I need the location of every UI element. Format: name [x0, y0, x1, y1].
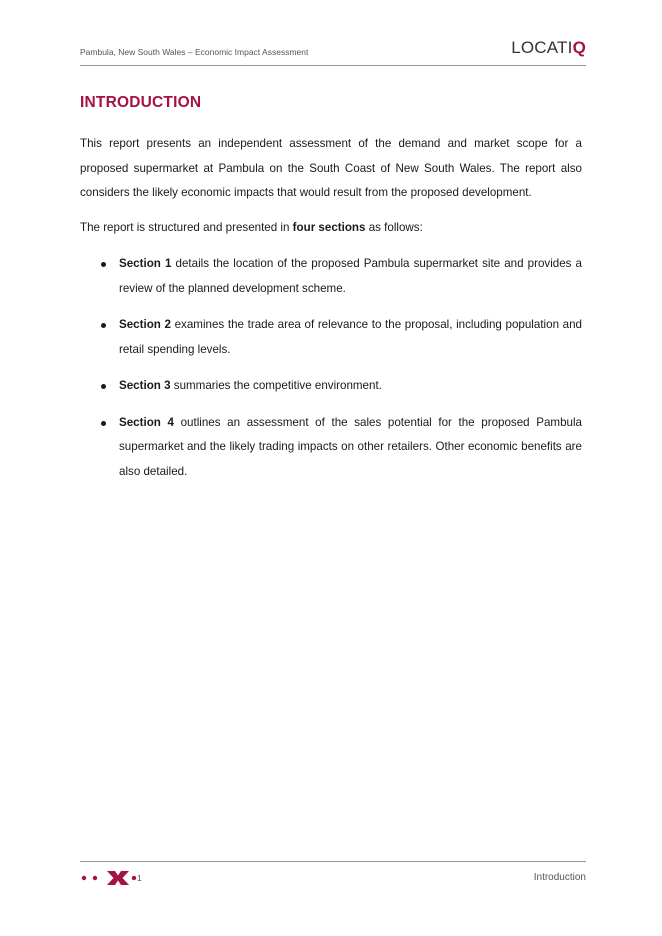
section-text: summaries the competitive environment.	[170, 379, 382, 392]
bullet-icon	[101, 323, 106, 328]
section-text: details the location of the proposed Pambula supermarket site and provides a review of the planned development scheme.	[119, 257, 582, 295]
section-label: Section 2	[119, 318, 171, 331]
page-header	[80, 38, 586, 66]
section-text: outlines an assessment of the sales potential for the proposed Pambula supermarket and the likely trading impacts on other retailers. Other economic benefits are also detailed.	[119, 415, 582, 478]
bullet-icon	[101, 384, 106, 389]
logo-text: LOCATI	[511, 38, 573, 57]
footer-section-name: Introduction	[533, 872, 586, 883]
structure-prefix: The report is structured and presented in	[80, 220, 293, 234]
bullet-icon	[101, 262, 106, 267]
list-item	[80, 374, 582, 399]
section-label: Section 1	[119, 257, 172, 270]
logo-q: Q	[572, 38, 586, 57]
list-item	[80, 252, 582, 301]
intro-paragraph: This report presents an independent assessment of the demand and market scope for a proposed supermarket at Pambula on the South Coast of New South Wales. The report also considers the likely economic impacts that would result from the proposed development.	[80, 137, 582, 199]
section-heading: INTRODUCTION	[80, 94, 202, 111]
bullet-icon	[101, 421, 106, 426]
list-item	[80, 313, 582, 362]
structure-bold: four sections	[292, 220, 366, 234]
header-title: Pambula, New South Wales – Economic Impact Assessment	[80, 47, 309, 57]
page-footer	[80, 861, 586, 890]
company-logo	[511, 38, 586, 58]
footer-dots-x-icon	[80, 869, 140, 885]
structure-suffix: as follows:	[365, 220, 423, 234]
sections-list	[80, 252, 582, 484]
section-text: examines the trade area of relevance to the proposal, including population and retail spending levels.	[119, 318, 582, 356]
section-label: Section 3	[119, 379, 171, 392]
section-label: Section 4	[119, 415, 174, 429]
page-number: 1	[137, 873, 142, 883]
main-content	[80, 94, 582, 496]
list-item	[80, 411, 582, 485]
structure-paragraph	[80, 216, 582, 241]
